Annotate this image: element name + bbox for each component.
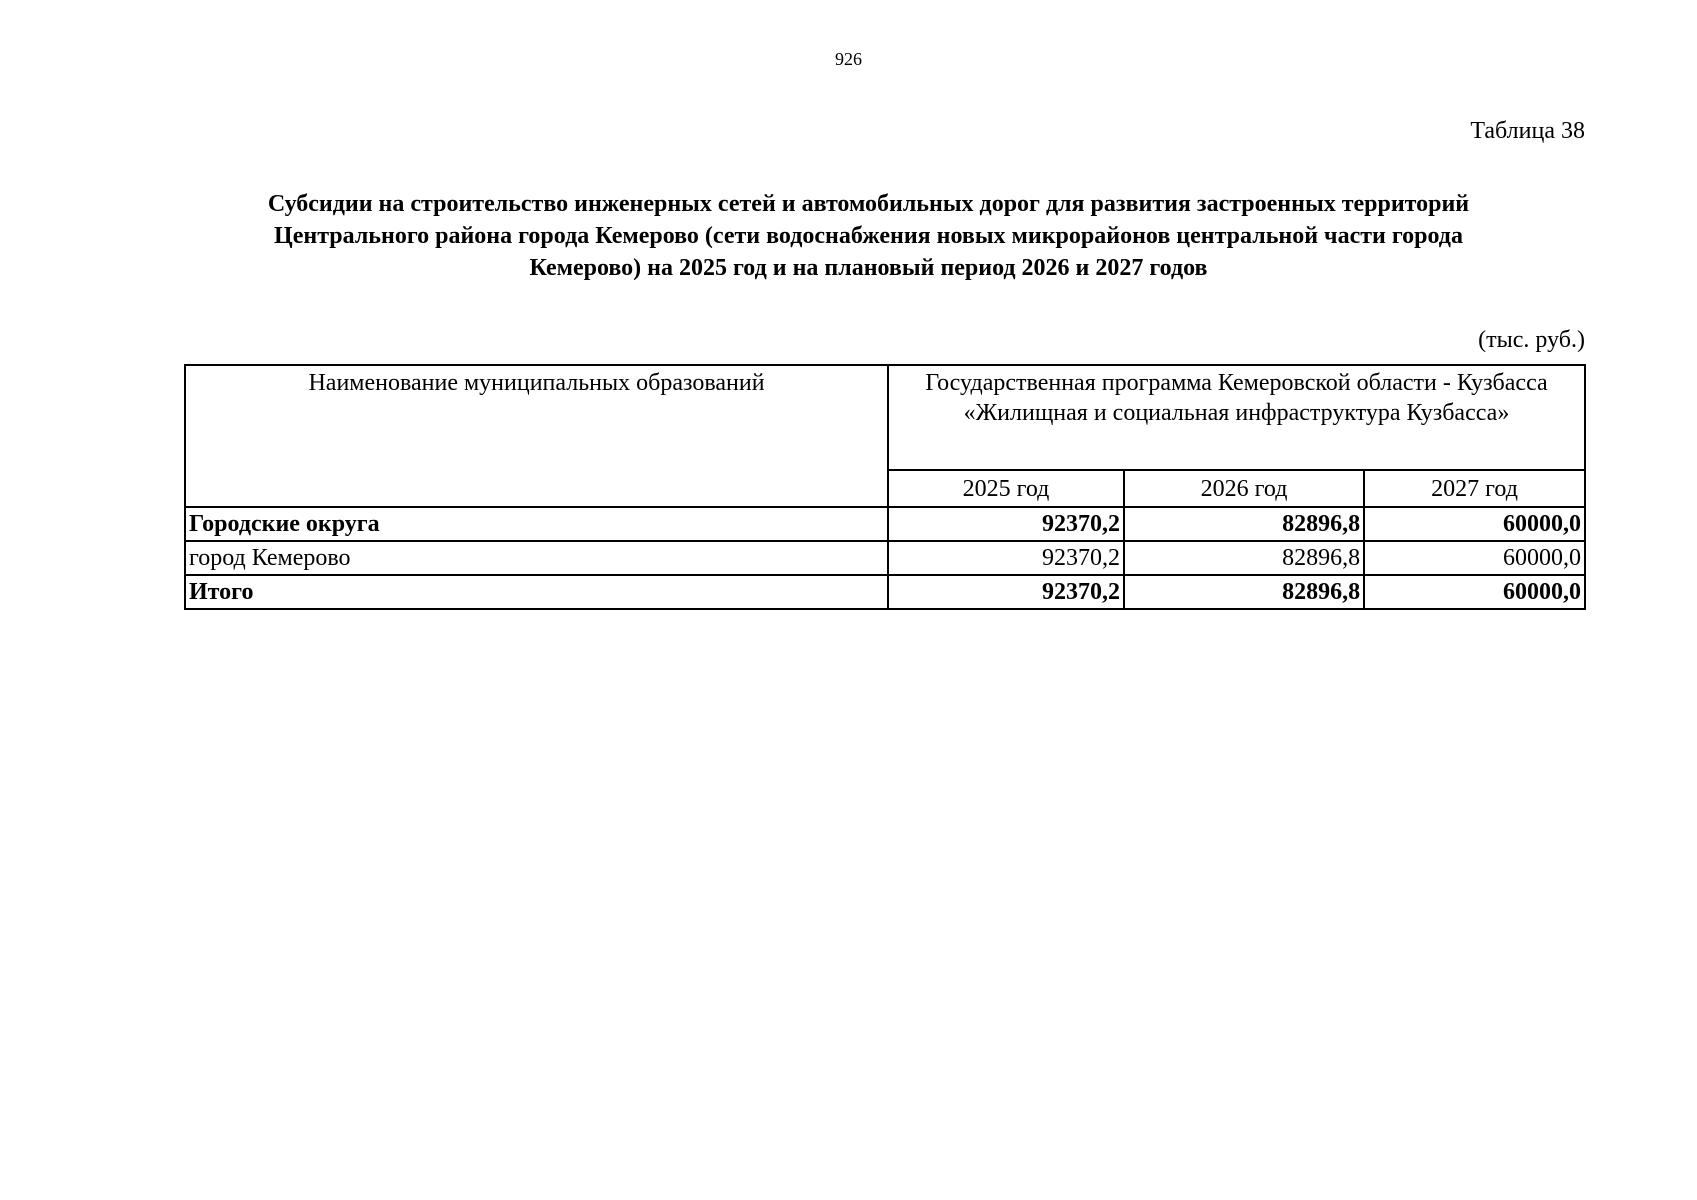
header-year-2027: 2027 год [1364, 470, 1585, 507]
table-row [185, 507, 1585, 541]
table-header-row [185, 365, 1585, 470]
subsidies-table [184, 364, 1586, 610]
row-value-2026: 82896,8 [1124, 541, 1364, 575]
page-number: 926 [835, 49, 862, 69]
row-name: город Кемерово [185, 541, 888, 575]
row-name: Городские округа [185, 507, 888, 541]
row-value-2026: 82896,8 [1124, 575, 1364, 609]
table-row [185, 541, 1585, 575]
units-label: (тыс. руб.) [1478, 327, 1585, 353]
row-value-2025: 92370,2 [888, 575, 1124, 609]
header-program-line: Государственная программа Кемеровской области - Кузбасса [925, 370, 1548, 396]
header-year-2025: 2025 год [888, 470, 1124, 507]
row-value-2025: 92370,2 [888, 507, 1124, 541]
document-title [200, 188, 1537, 284]
header-program-line: «Жилищная и социальная инфраструктура Кузбасса» [963, 400, 1510, 426]
row-value-2027: 60000,0 [1364, 507, 1585, 541]
row-value-2027: 60000,0 [1364, 541, 1585, 575]
table-label: Таблица 38 [1470, 118, 1585, 144]
title-line: Центрального района города Кемерово (сети водоснабжения новых микрорайонов центральной части города [274, 223, 1463, 249]
header-municipality-name: Наименование муниципальных образований [185, 365, 888, 507]
row-name: Итого [185, 575, 888, 609]
header-year-2026: 2026 год [1124, 470, 1364, 507]
title-line: Субсидии на строительство инженерных сетей и автомобильных дорог для развития застроенных территорий [267, 191, 1470, 217]
row-value-2026: 82896,8 [1124, 507, 1364, 541]
title-line: Кемерово) на 2025 год и на плановый период 2026 и 2027 годов [529, 255, 1208, 281]
row-value-2025: 92370,2 [888, 541, 1124, 575]
row-value-2027: 60000,0 [1364, 575, 1585, 609]
header-program [888, 365, 1585, 470]
table-row-total [185, 575, 1585, 609]
